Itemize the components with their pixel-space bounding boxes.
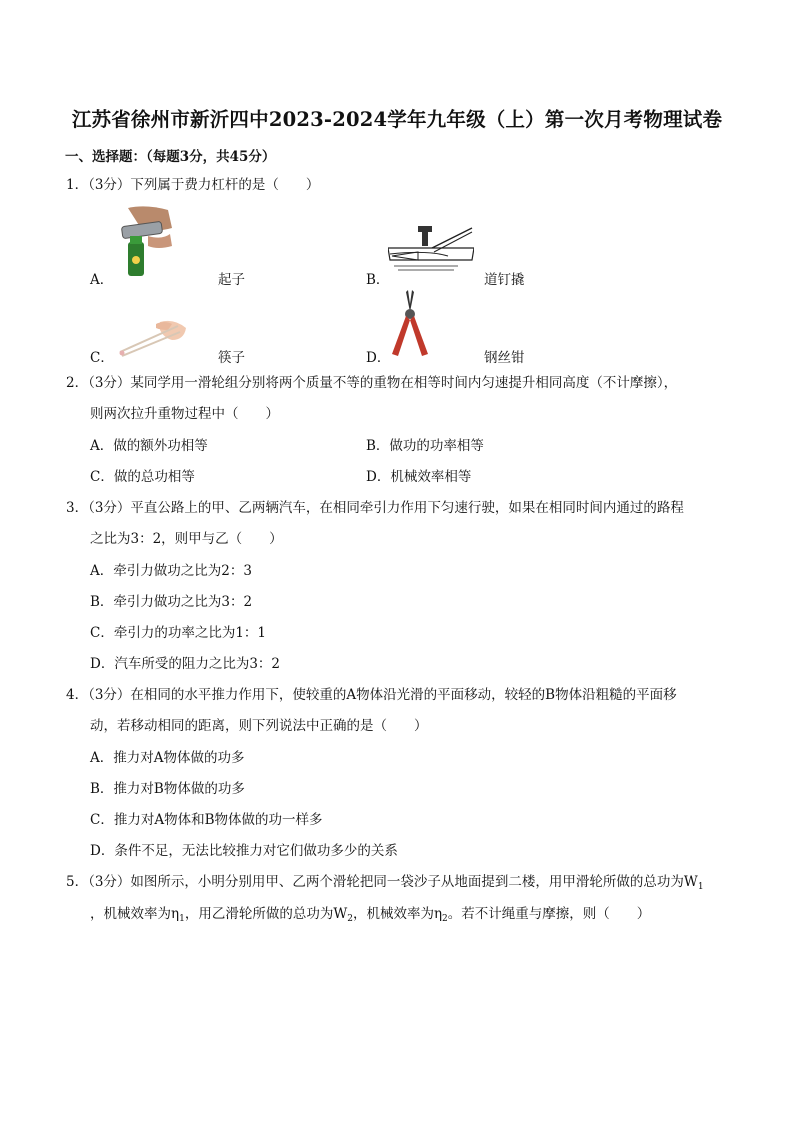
- q2-option-a: A．做的额外功相等: [90, 438, 208, 454]
- q3-option-a: A．牵引力做功之比为2：3: [90, 563, 252, 579]
- option-caption: 道钉撬: [484, 272, 525, 288]
- q5-stem-line1: [66, 873, 704, 896]
- subscript: 1: [697, 882, 704, 892]
- q2-option-d: D．机械效率相等: [366, 469, 472, 485]
- subscript: 1: [179, 914, 185, 924]
- q4-option-c: C．推力对A物体和B物体做的功一样多: [90, 812, 323, 828]
- q5-stem-text: ，用乙滑轮所做的总功为W: [184, 906, 348, 922]
- q2-option-b: B．做功的功率相等: [366, 438, 484, 454]
- option-caption: 筷子: [218, 350, 245, 366]
- q5-stem-text: 。若不计绳重与摩擦，则（ ）: [447, 906, 651, 922]
- subscript: 2: [442, 914, 448, 924]
- q3-stem-line1: 3．（3分）平直公路上的甲、乙两辆汽车，在相同牵引力作用下匀速行驶，如果在相同时间内通过的路程: [66, 500, 684, 516]
- q3-option-c: C．牵引力的功率之比为1：1: [90, 625, 267, 641]
- q3-stem-line2: 之比为3：2，则甲与乙（ ）: [90, 531, 283, 547]
- q4-option-d: D．条件不足，无法比较推力对它们做功多少的关系: [90, 843, 398, 859]
- q4-option-a: A．推力对A物体做的功多: [90, 750, 245, 766]
- option-letter: C．: [90, 350, 114, 366]
- q3-option-d: D．汽车所受的阻力之比为3：2: [90, 656, 281, 672]
- q2-option-c: C．做的总功相等: [90, 469, 195, 485]
- option-letter: D．: [366, 350, 391, 366]
- wire-pliers-icon: [386, 290, 434, 358]
- option-caption: 钢丝钳: [484, 350, 525, 366]
- q5-stem-text: 5．（3分）如图所示，小明分别用甲、乙两个滑轮把同一袋沙子从地面提到二楼，用甲滑轮所做的总功为W: [66, 874, 698, 890]
- chopsticks-icon: [116, 318, 188, 358]
- q1-stem: 1．（3分）下列属于费力杠杆的是（ ）: [66, 177, 320, 193]
- q4-stem-line1: 4．（3分）在相同的水平推力作用下，使较重的A物体沿光滑的平面移动，较轻的B物体沿粗糙的平面移: [66, 687, 677, 703]
- q4-stem-line2: 动，若移动相同的距离，则下列说法中正确的是（ ）: [90, 718, 428, 734]
- q5-stem-text: ，机械效率为η: [352, 906, 443, 922]
- option-letter: B．: [366, 272, 390, 288]
- bottle-opener-icon: [118, 206, 174, 278]
- q5-stem-line2: [90, 905, 650, 928]
- section-heading: 一、选择题：（每题3分，共45分）: [65, 149, 276, 165]
- q5-stem-text: ，机械效率为η: [90, 906, 180, 922]
- q2-stem-line1: 2．（3分）某同学用一滑轮组分别将两个质量不等的重物在相等时间内匀速提升相同高度（不计摩擦），: [66, 375, 678, 391]
- q4-option-b: B．推力对B物体做的功多: [90, 781, 245, 797]
- subscript: 2: [347, 914, 353, 924]
- spike-pry-bar-icon: [388, 226, 474, 274]
- option-letter: A．: [90, 272, 114, 288]
- exam-title: 江苏省徐州市新沂四中2023-2024学年九年级（上）第一次月考物理试卷: [71, 108, 723, 131]
- option-caption: 起子: [218, 272, 245, 288]
- q2-stem-line2: 则两次拉升重物过程中（ ）: [90, 406, 279, 422]
- q3-option-b: B．牵引力做功之比为3：2: [90, 594, 253, 610]
